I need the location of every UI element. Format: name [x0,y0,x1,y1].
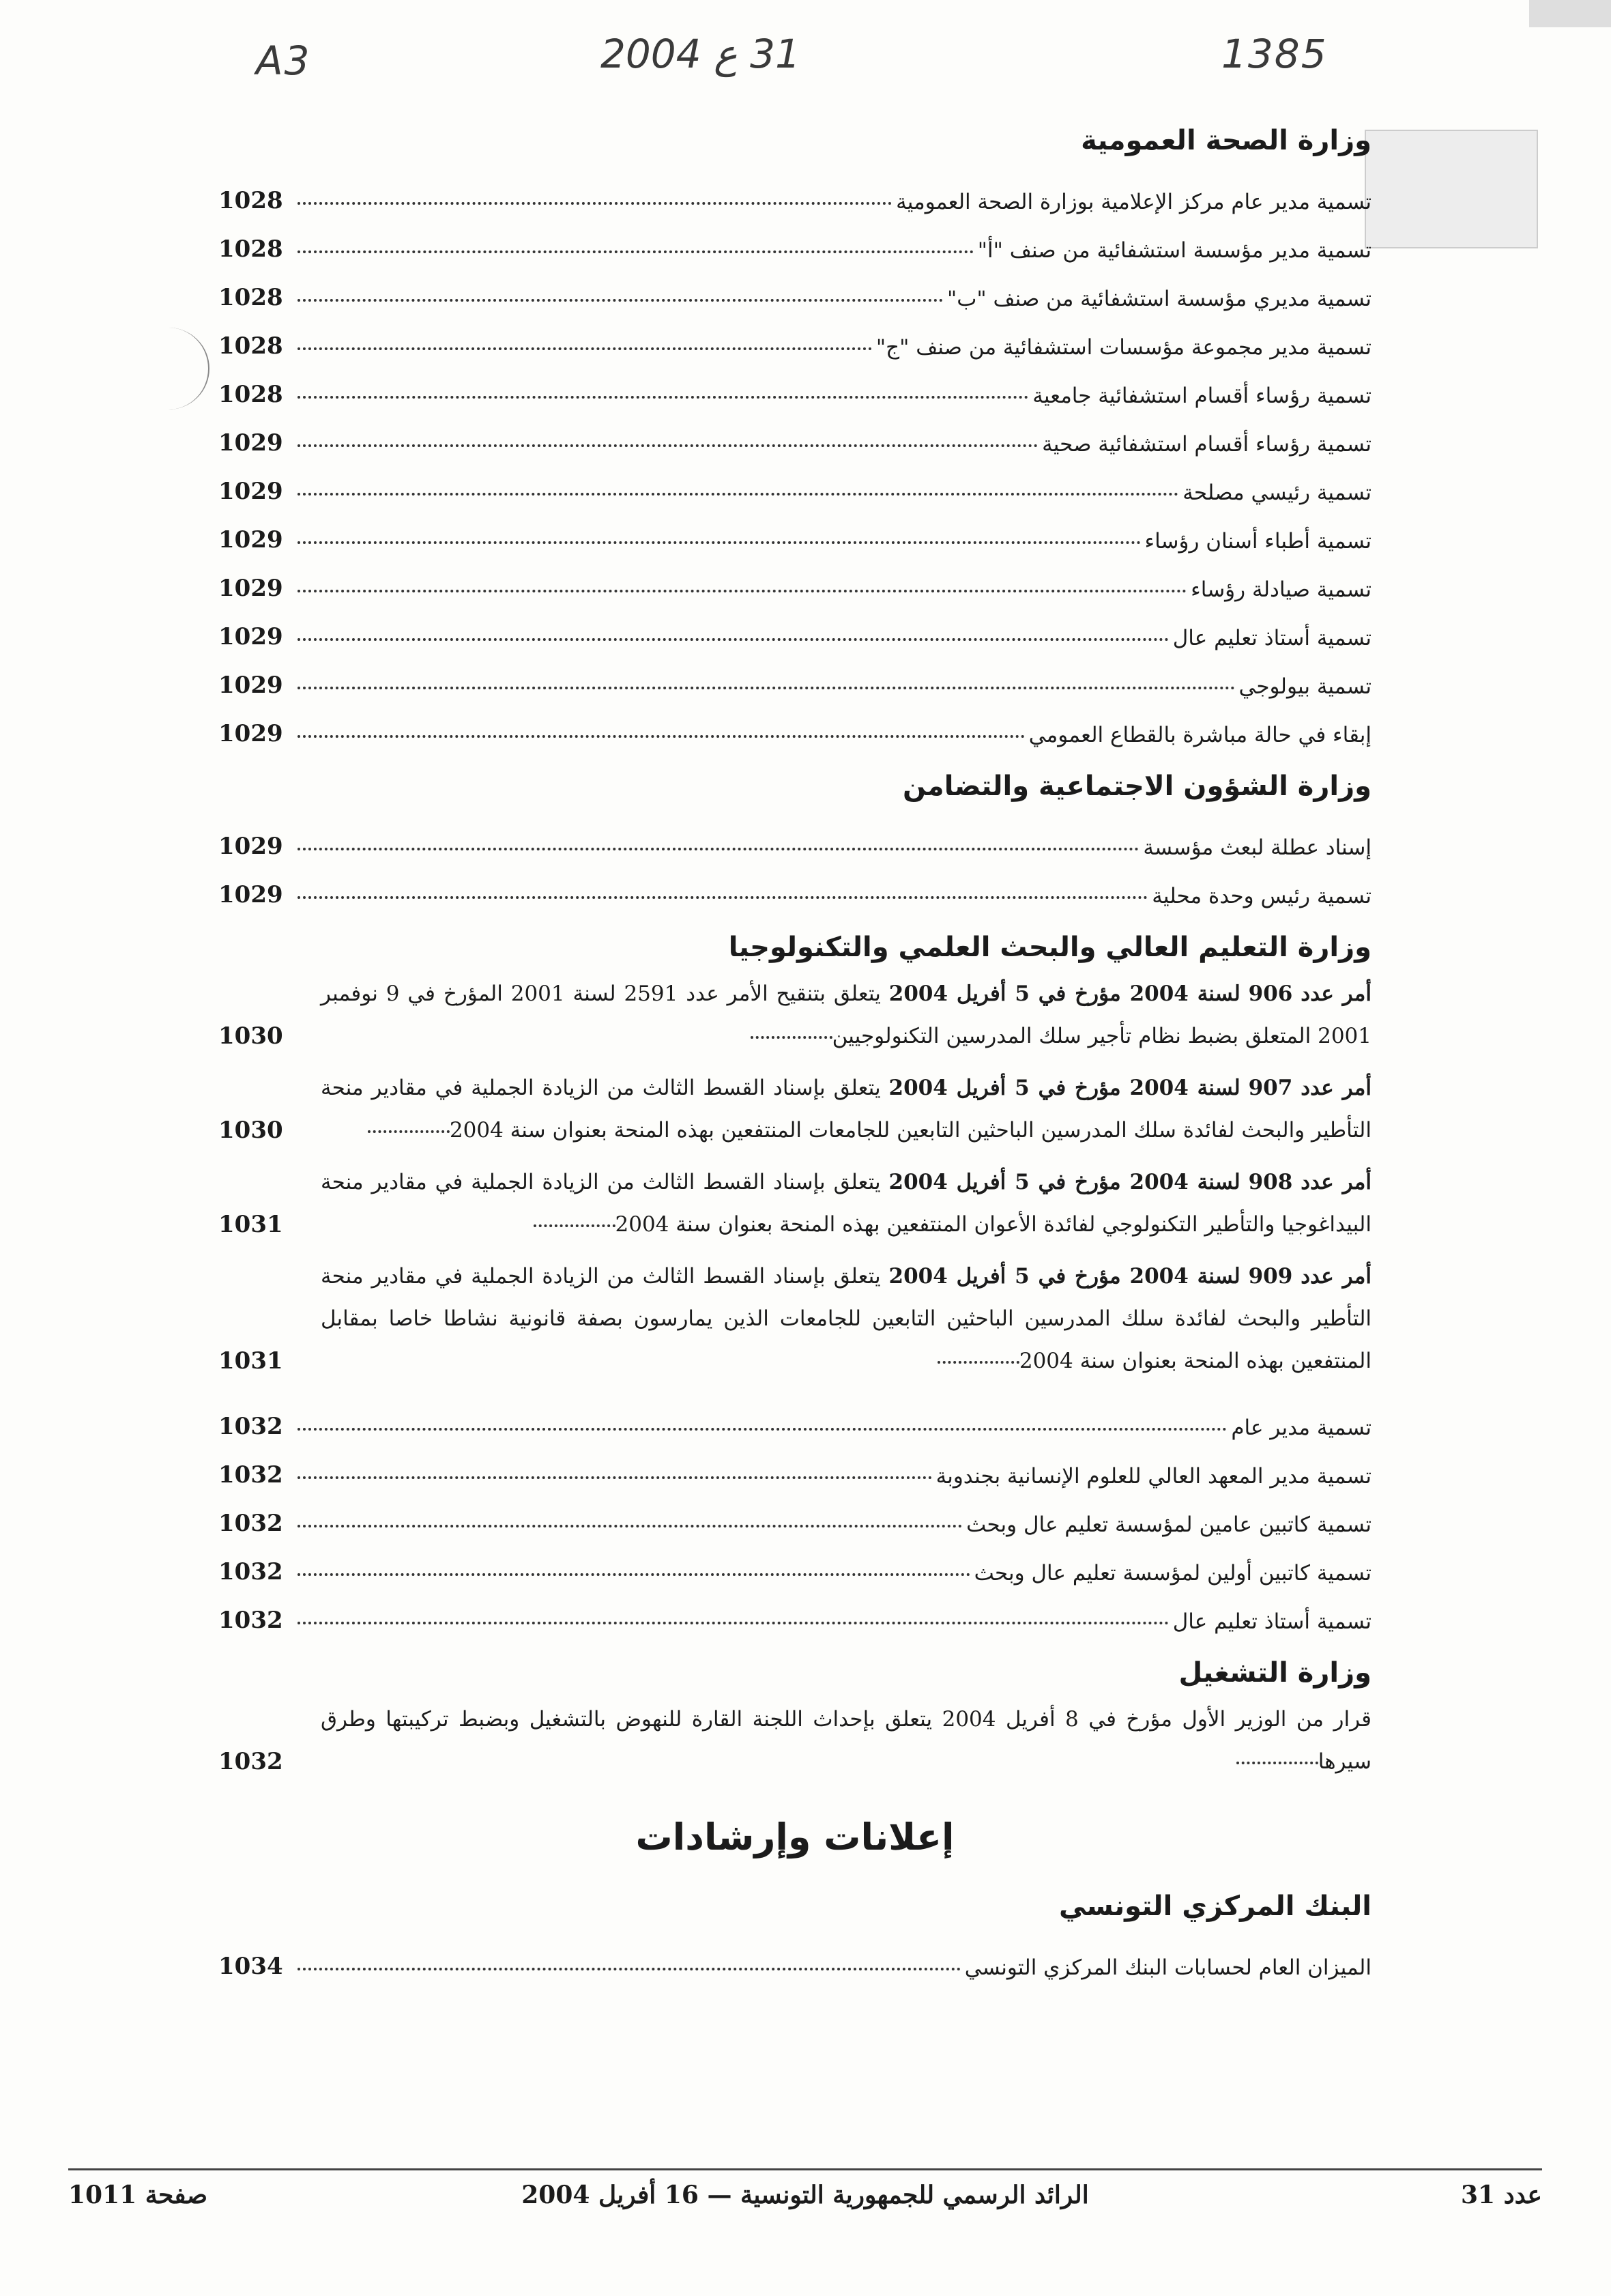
toc-entry [218,699,1371,747]
toc-entry [218,1932,1371,1980]
toc-entry [218,812,1371,860]
decree-text [321,973,1371,1057]
leader-dots [297,1622,1169,1624]
page-number: 1029 [218,478,283,505]
toc-entry [218,263,1371,311]
scan-artifact [1365,130,1538,248]
entry-text: الميزان العام لحسابات البنك المركزي التونسي [964,1955,1371,1980]
leader-dots [297,1573,970,1576]
entry-text: تسمية مدير مؤسسة استشفائية من صنف "أ" [977,238,1371,263]
page-number: 1032 [218,1413,283,1440]
table-of-contents [218,119,1371,1980]
section-title: وزارة التشغيل [1178,1657,1371,1689]
toc-entry [218,408,1371,457]
leader-dots [297,638,1169,641]
scan-edge-shade [1529,0,1611,27]
leader-dots [297,1428,1227,1431]
page-number: 1031 [218,1211,283,1238]
leader-dots [297,493,1178,496]
entry-text: تسمية رؤساء أقسام استشفائية صحية [1042,432,1371,457]
decree-text [321,1161,1371,1246]
decree-rest: يتعلق بتنقيح الأمر عدد 2591 لسنة 2001 المؤرخ في 9 نوفمبر 2001 المتعلق بضبط نظام تأجير سلك المدرسين التكنولوجيين [321,981,1371,1048]
decree-date-part: لسنة 2004 مؤرخ في 5 أفريل 2004 [888,1264,1240,1289]
page-number: 1032 [218,1558,283,1585]
toc-entry [218,360,1371,408]
section-title: وزارة الصحة العمومية [1081,125,1371,156]
toc-entry [218,311,1371,360]
page-number: 1028 [218,381,283,408]
leader-dots [297,687,1235,689]
page-number: 1032 [218,1510,283,1537]
section-higher-education [218,926,1371,1634]
leader-dots [297,444,1038,447]
page-number: 1028 [218,187,283,214]
decree-rest: يتعلق بإسناد القسط الثالث من الزيادة الجملية في مقادير منحة التأطير والبحث لفائدة سلك المدرسين الباحثين التابعين للجامعات المنتفعين بهذه المنحة بعنوان سنة 2004 [321,1076,1371,1143]
leader-dots [368,1130,450,1133]
leader-dots [297,896,1148,899]
toc-entry [218,602,1371,650]
leader-dots [297,250,974,253]
decree-entry [218,1698,1371,1783]
page-number: 1029 [218,720,283,747]
leader-dots [297,848,1139,850]
entry-text: تسمية رؤساء أقسام استشفائية جامعية [1032,384,1371,408]
page-number: 1029 [218,881,283,908]
page-number: 1034 [218,1953,283,1980]
leader-dots [751,1036,832,1039]
margin-mark [147,328,209,410]
page-number: 1029 [218,526,283,554]
leader-dots [297,202,892,205]
entry-text: تسمية رئيسي مصلحة [1182,480,1371,505]
decree-number: 906 [1248,981,1293,1006]
handwritten-note-left: A3 [256,38,311,84]
ministry-section [218,119,1371,747]
entry-text: إسناد عطلة لبعث مؤسسة [1143,835,1371,860]
page-number: 1029 [218,429,283,457]
entry-text: تسمية صيادلة رؤساء [1191,577,1371,602]
entry-text: تسمية كاتبين عامين لمؤسسة تعليم عال وبحث [966,1512,1371,1537]
leader-dots [938,1361,1019,1364]
toc-entry [218,1537,1371,1585]
issue-number: عدد 31 [1460,2181,1542,2209]
entry-text: تسمية مدير عام [1231,1416,1371,1440]
toc-entry [218,1585,1371,1634]
entry-list [218,1392,1371,1634]
leader-dots [297,299,943,302]
handwritten-note-right: 1385 [1221,31,1328,77]
decree-entry [218,1255,1371,1382]
decree-text: قرار من الوزير الأول مؤرخ في 8 أفريل 2004 يتعلق بإحداث اللجنة القارة للنهوض بالتشغيل وبضبط تركيبتها وطرق سيرها [321,1707,1371,1774]
decree-number-label: أمر عدد [1301,1264,1371,1289]
leader-dots [297,1968,961,1970]
entry-text: تسمية مدير المعهد العالي للعلوم الإنسانية بجندوبة [935,1464,1371,1489]
page-number: 1030 [218,1022,283,1050]
section-central-bank [218,1885,1371,1980]
announcements-title: إعلانات وإرشادات [635,1816,955,1859]
decree-number-label: أمر عدد [1301,1170,1371,1194]
leader-dots [297,590,1187,592]
section-title: البنك المركزي التونسي [1058,1891,1371,1922]
toc-entry [218,554,1371,602]
decree-number: 908 [1248,1170,1293,1194]
page-number: 1032 [218,1748,283,1775]
decree-entry [218,973,1371,1057]
toc-entry [218,166,1371,214]
decree-date-part: لسنة 2004 مؤرخ في 5 أفريل 2004 [888,1076,1240,1100]
leader-dots [1236,1762,1318,1764]
toc-entry [218,650,1371,699]
page-number: 1029 [218,623,283,650]
decree-rest: يتعلق بإسناد القسط الثالث من الزيادة الجملية في مقادير منحة البيداغوجيا والتأطير التكنولوجي لفائدة الأعوان المنتفعين بهذه المنحة بعنوان سنة 2004 [321,1170,1371,1237]
entry-text: تسمية بيولوجي [1238,674,1371,699]
decree-number: 907 [1248,1076,1293,1100]
section-employment [218,1652,1371,1783]
decree-list [218,973,1371,1382]
page-number: 1032 [218,1461,283,1489]
entry-text: تسمية مدير عام مركز الإعلامية بوزارة الصحة العمومية [896,190,1371,214]
section-title: وزارة الشؤون الاجتماعية والتضامن [902,771,1371,802]
decree-number-label: أمر عدد [1301,1076,1371,1100]
leader-dots [297,735,1025,738]
leader-dots [297,541,1141,544]
leader-dots [297,1476,932,1479]
decree-text [321,1067,1371,1151]
page-footer [68,2181,1542,2228]
page-number: 1029 [218,672,283,699]
entry-text: إبقاء في حالة مباشرة بالقطاع العمومي [1028,723,1371,747]
decree-date-part: لسنة 2004 مؤرخ في 5 أفريل 2004 [888,981,1240,1006]
decree-entry [218,1067,1371,1151]
decree-rest: يتعلق بإسناد القسط الثالث من الزيادة الجملية في مقادير منحة التأطير والبحث لفائدة سلك المدرسين الباحثين التابعين للجامعات الذين يمارسون بصفة قانونية نشاطا خاصا بمقابل المنتفعين بهذه المنحة بعنوان سنة 2004 [321,1264,1371,1373]
page-number: 1029 [218,575,283,602]
entry-text: تسمية أستاذ تعليم عال [1172,1609,1371,1634]
entry-text: تسمية مديري مؤسسة استشفائية من صنف "ب" [946,287,1371,311]
entry-text: تسمية مدير مجموعة مؤسسات استشفائية من صنف "ج" [875,335,1371,360]
decree-number-label: أمر عدد [1301,981,1371,1006]
entry-text: تسمية أطباء أسنان رؤساء [1144,529,1371,554]
decree-date-part: لسنة 2004 مؤرخ في 5 أفريل 2004 [888,1170,1240,1194]
toc-entry [218,860,1371,908]
decree-number: 909 [1248,1264,1293,1289]
page-number: 1028 [218,235,283,263]
page-number: 1028 [218,332,283,360]
leader-dots [534,1224,615,1227]
journal-title-date: الرائد الرسمي للجمهورية التونسية — 16 أفريل 2004 [521,2181,1089,2209]
page-number: 1030 [218,1117,283,1144]
toc-entry [218,214,1371,263]
page-number: 1032 [218,1607,283,1634]
decree-text [321,1255,1371,1382]
handwritten-note-middle: 31 ع 2004 [600,31,800,77]
footer-rule [68,2168,1542,2170]
entry-text: تسمية أستاذ تعليم عال [1172,626,1371,650]
toc-entry [218,1489,1371,1537]
toc-entry [218,505,1371,554]
leader-dots [297,1525,962,1527]
entry-text: تسمية رئيس وحدة محلية [1152,884,1371,908]
ministry-section [218,765,1371,908]
toc-entry [218,1440,1371,1489]
page-number: 1031 [218,1347,283,1375]
page-number: 1029 [218,833,283,860]
section-title: وزارة التعليم العالي والبحث العلمي والتكنولوجيا [728,932,1371,963]
page-label: صفحة 1011 [68,2181,208,2209]
leader-dots [297,347,872,350]
toc-entry [218,457,1371,505]
leader-dots [297,396,1028,399]
ministry-sections [218,119,1371,926]
toc-entry [218,1392,1371,1440]
entry-text: تسمية كاتبين أولين لمؤسسة تعليم عال وبحث [974,1561,1371,1585]
decree-entry [218,1161,1371,1246]
page-number: 1028 [218,284,283,311]
